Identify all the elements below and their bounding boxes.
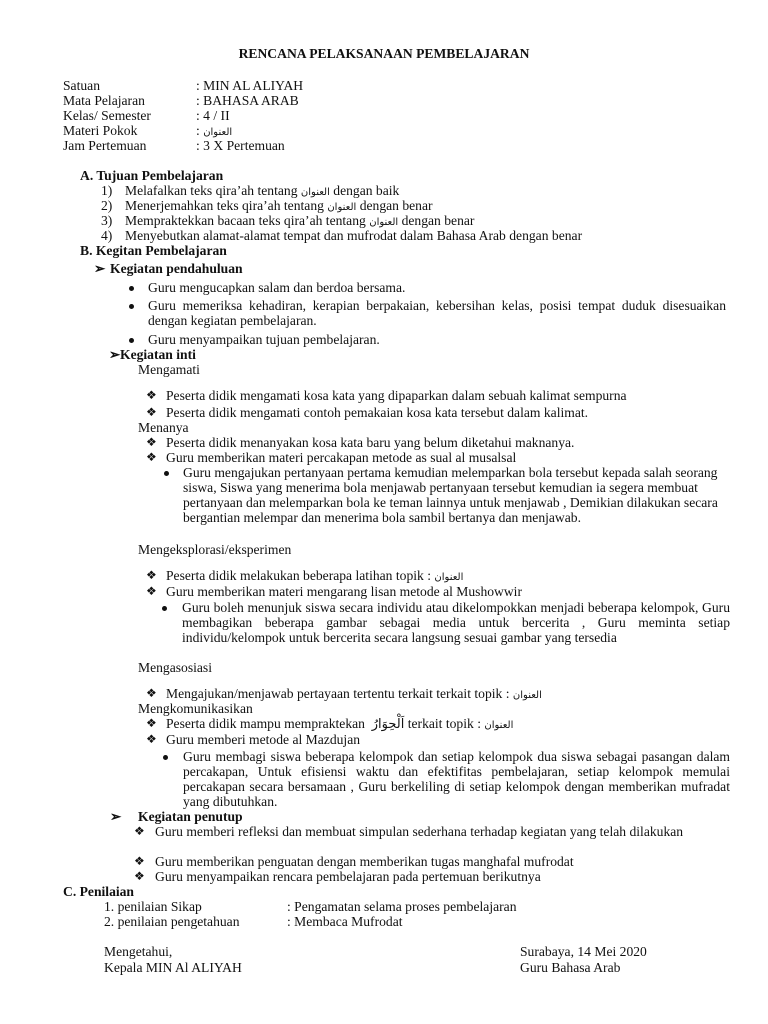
diamond-bullet-icon: ❖ bbox=[146, 435, 157, 449]
menanya-item-2: Guru memberikan materi percakapan metode as sual al musalsal bbox=[166, 450, 517, 465]
page-title: RENCANA PELAKSANAAN PEMBELAJARAN bbox=[238, 46, 530, 61]
section-b-heading: B. Kegitan Pembelajaran bbox=[80, 243, 227, 258]
penilaian-value-1: : Pengamatan selama proses pembelajaran bbox=[287, 899, 517, 914]
menanya-subitem: Guru mengajukan pertanyaan pertama kemudian melemparkan bola tersebut kepada salah seorang siswa, Siswa yang menerima bola menjawab pertanyaan tersebut kemudian ia segera membuat pertanyaan dan melemparkan bola ke teman lainnya untuk menjawab , Demikian dilakukan secara bergantian melempar dan menerima bola sambil bertanya dan menjawab. bbox=[183, 465, 718, 525]
diamond-bullet-icon: ❖ bbox=[134, 824, 145, 838]
section-a-heading: A. Tujuan Pembelajaran bbox=[80, 168, 224, 183]
mapel-value: : BAHASA ARAB bbox=[196, 93, 299, 108]
diamond-bullet-icon: ❖ bbox=[146, 568, 157, 582]
mapel-label: Mata Pelajaran bbox=[63, 93, 145, 108]
arrow-bullet-icon: ➢ bbox=[109, 347, 121, 362]
satuan-value: : MIN AL ALIYAH bbox=[196, 78, 304, 93]
signature-right-line-1: Surabaya, 14 Mei 2020 bbox=[520, 944, 647, 959]
komunikasi-item-1: Peserta didik mampu mempraktekan اَلْحِوَارُ terkait topik : العنوان bbox=[166, 716, 514, 732]
materi-value: : العنوان bbox=[196, 123, 233, 138]
penilaian-label-2: 2. penilaian pengetahuan bbox=[104, 914, 240, 929]
signature-left-line-1: Mengetahui, bbox=[104, 944, 173, 959]
signature-right-line-2: Guru Bahasa Arab bbox=[520, 960, 621, 975]
section-c-heading: C. Penilaian bbox=[63, 884, 134, 899]
bullet-icon bbox=[164, 465, 169, 480]
komunikasi-item-2: Guru memberi metode al Mazdujan bbox=[166, 732, 361, 747]
satuan-label: Satuan bbox=[63, 78, 100, 93]
pendahuluan-heading: ➢ Kegiatan pendahuluan bbox=[94, 261, 243, 276]
eksplorasi-item-1: Peserta didik melakukan beberapa latihan topik : العنوان bbox=[166, 568, 464, 583]
mengamati-label: Mengamati bbox=[138, 362, 200, 377]
jam-label: Jam Pertemuan bbox=[63, 138, 147, 153]
pendahuluan-item-2: Guru memeriksa kehadiran, kerapian berpakaian, kebersihan kelas, posisi tempat duduk disesuaikan dengan kegiatan pembelajaran. bbox=[148, 298, 726, 328]
bullet-icon bbox=[129, 280, 134, 295]
diamond-bullet-icon: ❖ bbox=[134, 869, 145, 883]
eksplorasi-label: Mengeksplorasi/eksperimen bbox=[138, 542, 292, 557]
komunikasi-label: Mengkomunikasikan bbox=[138, 701, 253, 716]
pendahuluan-item-1: Guru mengucapkan salam dan berdoa bersama. bbox=[148, 280, 406, 295]
komunikasi-subitem: Guru membagi siswa beberapa kelompok dan setiap kelompok dua siswa sebagai pasangan dalam percakapan, Untuk efisiensi waktu dan efektifitas pembelajaran, setiap kelompok memulai percakapan secara bersamaan , Guru berkeliling di setiap kelompok dengan memberikan mufradat yang dibutuhkan. bbox=[183, 749, 730, 809]
penutup-heading: ➢ Kegiatan penutup bbox=[110, 809, 243, 824]
jam-value: : 3 X Pertemuan bbox=[196, 138, 285, 153]
penilaian-label-1: 1. penilaian Sikap bbox=[104, 899, 202, 914]
arrow-bullet-icon: ➢ bbox=[94, 261, 106, 276]
tujuan-item-3: 3) Mempraktekkan bacaan teks qira’ah tentang العنوان dengan benar bbox=[101, 213, 475, 228]
tujuan-item-2: 2) Menerjemahkan teks qira’ah tentang العنوان dengan benar bbox=[101, 198, 433, 213]
penutup-item-1: Guru memberi refleksi dan membuat simpulan sederhana terhadap kegiatan yang telah dilakukan bbox=[155, 824, 684, 839]
kelas-value: : 4 / II bbox=[196, 108, 230, 123]
penilaian-value-2: : Membaca Mufrodat bbox=[287, 914, 403, 929]
asosiasi-item: Mengajukan/menjawab pertayaan tertentu terkait terkait topik : العنوان bbox=[166, 686, 542, 701]
diamond-bullet-icon: ❖ bbox=[146, 388, 157, 402]
tujuan-item-1: 1) Melafalkan teks qira’ah tentang العنوان dengan baik bbox=[101, 183, 400, 198]
mengamati-item-2: Peserta didik mengamati contoh pemakaian kosa kata tersebut dalam kalimat. bbox=[166, 405, 589, 420]
diamond-bullet-icon: ❖ bbox=[146, 584, 157, 598]
diamond-bullet-icon: ❖ bbox=[146, 686, 157, 700]
kelas-label: Kelas/ Semester bbox=[63, 108, 151, 123]
diamond-bullet-icon: ❖ bbox=[146, 450, 157, 464]
menanya-item-1: Peserta didik menanyakan kosa kata baru yang belum diketahui maknanya. bbox=[166, 435, 575, 450]
diamond-bullet-icon: ❖ bbox=[146, 716, 157, 730]
inti-heading: ➢Kegiatan inti bbox=[109, 347, 196, 362]
penutup-item-3: Guru menyampaikan rencara pembelajaran pada pertemuan berikutnya bbox=[155, 869, 541, 884]
pendahuluan-item-3: Guru menyampaikan tujuan pembelajaran. bbox=[148, 332, 380, 347]
bullet-icon bbox=[129, 298, 134, 313]
bullet-icon bbox=[162, 600, 167, 615]
bullet-icon bbox=[129, 332, 134, 347]
diamond-bullet-icon: ❖ bbox=[134, 854, 145, 868]
tujuan-item-4: 4) Menyebutkan alamat-alamat tempat dan mufrodat dalam Bahasa Arab dengan benar bbox=[101, 228, 583, 243]
mengamati-item-1: Peserta didik mengamati kosa kata yang dipaparkan dalam sebuah kalimat sempurna bbox=[166, 388, 627, 403]
diamond-bullet-icon: ❖ bbox=[146, 732, 157, 746]
diamond-bullet-icon: ❖ bbox=[146, 405, 157, 419]
asosiasi-label: Mengasosiasi bbox=[138, 660, 213, 675]
menanya-label: Menanya bbox=[138, 420, 189, 435]
bullet-icon bbox=[163, 749, 168, 764]
eksplorasi-item-2: Guru memberikan materi mengarang lisan metode al Mushowwir bbox=[166, 584, 522, 599]
arrow-bullet-icon: ➢ bbox=[110, 809, 122, 824]
eksplorasi-subitem: Guru boleh menunjuk siswa secara individu atau dikelompokkan menjadi beberapa kelompok, Guru membagikan beberapa gambar sebagai media untuk bercerita , Guru meminta setiap individu/kelompok untuk bercerita secara langsung sesuai gambar yang tersedia bbox=[182, 600, 730, 645]
signature-left-line-2: Kepala MIN Al ALIYAH bbox=[104, 960, 242, 975]
materi-label: Materi Pokok bbox=[63, 123, 138, 138]
penutup-item-2: Guru memberikan penguatan dengan memberikan tugas manghafal mufrodat bbox=[155, 854, 574, 869]
